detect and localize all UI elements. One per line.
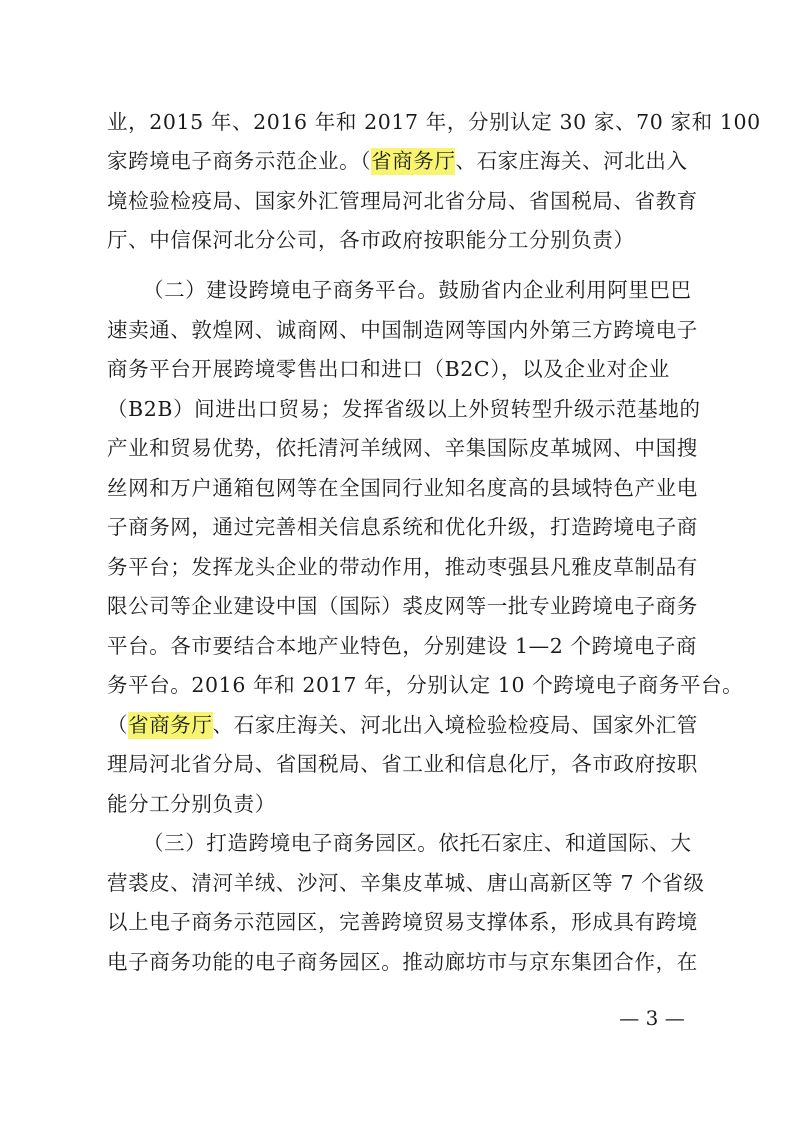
page-number: — 3 — [619,1006,685,1030]
text-line: 子商务网，通过完善相关信息系统和优化升级，打造跨境电子商 [107,515,698,539]
text-line: 速卖通、敦煌网、诚商网、中国制造网等国内外第三方跨境电子 [107,318,698,342]
text-line: 限公司等企业建设中国（国际）裘皮网等一批专业跨境电子商务 [107,594,698,618]
text-line [0,705,796,745]
text-line: 电子商务功能的电子商务园区。推动廊坊市与京东集团合作，在 [107,950,698,974]
text-line: （B2B）间进出口贸易；发挥省级以上外贸转型升级示范基地的 [107,397,701,421]
highlighted-text: 省商务厅 [371,149,456,173]
text-line: 务平台；发挥龙头企业的带动作用，推动枣强县凡雅皮草制品有 [107,555,698,579]
text-line [0,141,796,181]
text-line: 能分工分别负责） [107,792,276,816]
text-line: 务平台。2016 年和 2017 年，分别认定 10 个跨境电子商务平台。 [107,673,744,697]
text-segment: 、石家庄海关、河北出入境检验检疫局、国家外汇管 [212,713,698,737]
highlighted-text: 省商务厅 [128,713,213,737]
text-line: 平台。各市要结合本地产业特色，分别建设 1—2 个跨境电子商 [107,634,698,658]
text-line: 营裘皮、清河羊绒、沙河、辛集皮革城、唐山高新区等 7 个省级 [107,871,705,895]
paragraph-heading-line: （三）打造跨境电子商务园区。依托石家庄、和道国际、大 [143,831,692,855]
text-line: 产业和贸易优势，依托清河羊绒网、辛集国际皮革城网、中国搜 [107,436,698,460]
text-segment: 家跨境电子商务示范企业。（ [107,149,372,173]
text-segment: （ [107,713,129,737]
text-line: 以上电子商务示范园区，完善跨境贸易支撑体系，形成具有跨境 [107,910,698,934]
text-line: 业，2015 年、2016 年和 2017 年，分别认定 30 家、70 家和 100 [107,110,761,134]
text-line: 丝网和万户通箱包网等在全国同行业知名度高的县域特色产业电 [107,476,698,500]
text-line: 厅、中信保河北分公司，各市政府按职能分工分别负责） [107,228,635,252]
text-line: 商务平台开展跨境零售出口和进口（B2C），以及企业对企业 [107,357,670,381]
text-line: 境检验检疫局、国家外汇管理局河北省分局、省国税局、省教育 [107,189,698,213]
text-line: 理局河北省分局、省国税局、省工业和信息化厅，各市政府按职 [107,752,698,776]
text-segment: 、石家庄海关、河北出入 [455,149,688,173]
paragraph-heading-line: （二）建设跨境电子商务平台。鼓励省内企业利用阿里巴巴 [143,278,692,302]
